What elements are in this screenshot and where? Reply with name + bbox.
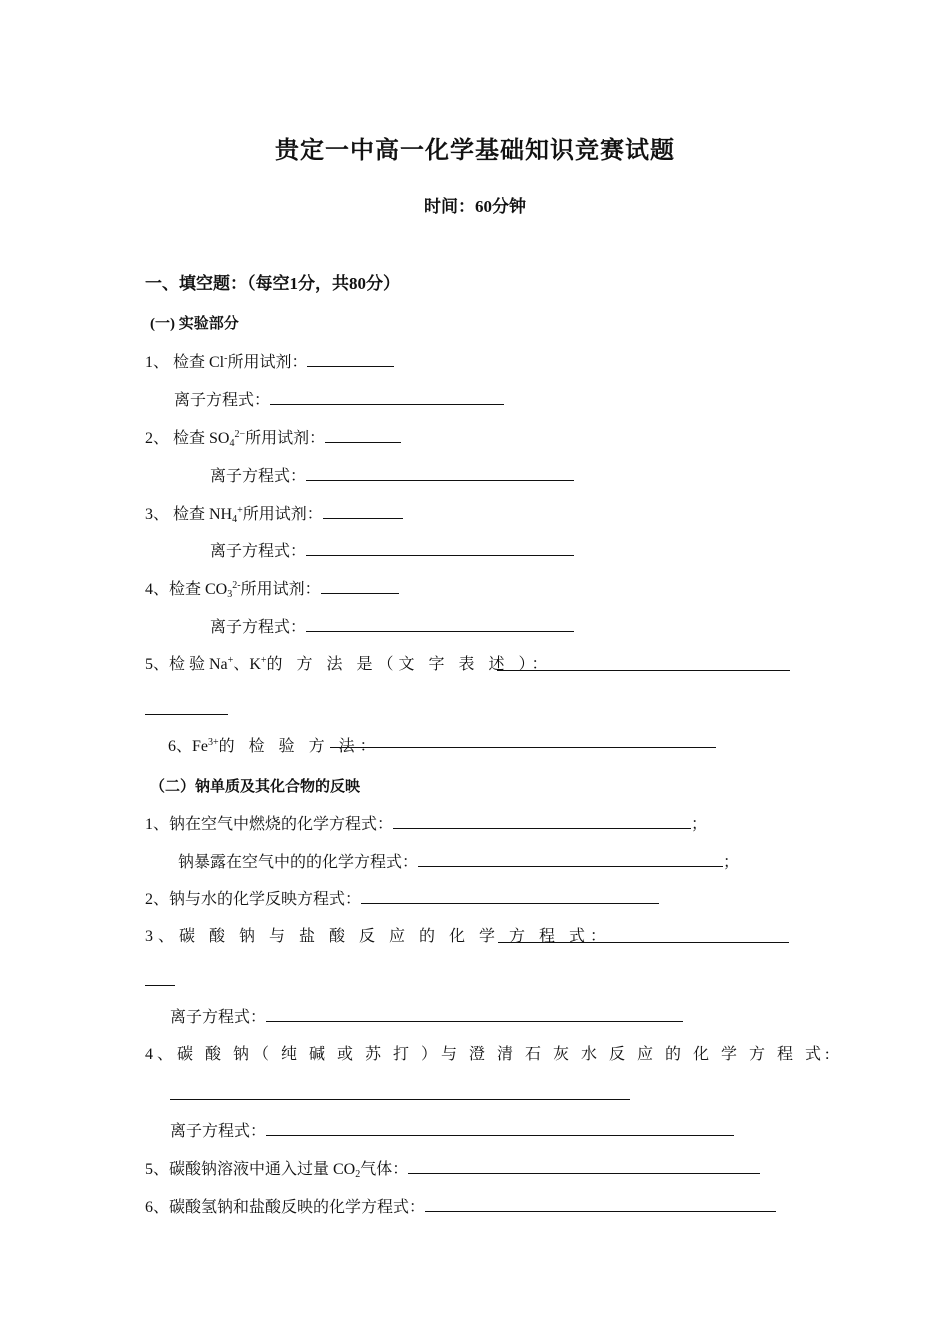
question-text: 5、检 验 Na <box>145 656 228 673</box>
question-4 <box>145 579 399 600</box>
subscript: 4 <box>229 438 235 449</box>
time-limit: 时间：60分钟 <box>424 197 526 216</box>
question-text: 离子方程式： <box>210 468 307 485</box>
question-text: 钠暴露在空气中的的化学方程式： <box>178 854 419 871</box>
answer-blank[interactable] <box>306 466 574 481</box>
question-text: 所用试剂： <box>245 430 326 447</box>
question-1-equation <box>174 390 504 411</box>
answer-blank[interactable] <box>170 1099 630 1100</box>
answer-blank[interactable] <box>306 617 574 632</box>
superscript: + <box>237 505 243 516</box>
part-heading-experiment: (一) 实验部分 <box>150 316 239 332</box>
question-text: 2、钠与水的化学反映方程式： <box>145 891 362 908</box>
superscript: 2- <box>232 580 241 591</box>
answer-blank[interactable] <box>266 1007 683 1022</box>
question-1 <box>145 352 394 373</box>
answer-blank[interactable] <box>425 1197 776 1212</box>
superscript: - <box>224 353 228 364</box>
superscript: + <box>227 655 234 666</box>
question-text: 气体： <box>360 1161 409 1178</box>
subscript: 3 <box>227 589 233 600</box>
question-text: 所用试剂： <box>242 506 323 523</box>
question-text: 所用试剂： <box>227 354 308 371</box>
question-text: 6、Fe <box>168 738 209 755</box>
sodium-question-6 <box>145 1197 776 1218</box>
superscript: + <box>260 655 267 666</box>
question-text: 1、钠在空气中燃烧的化学方程式： <box>145 816 394 833</box>
subscript: 4 <box>232 514 238 525</box>
sodium-question-1 <box>145 814 707 835</box>
question-text: 3、 检查 NH <box>145 506 233 523</box>
question-text: 离子方程式： <box>174 392 271 409</box>
answer-blank[interactable] <box>393 814 691 829</box>
question-2 <box>145 428 401 449</box>
question-5 <box>145 655 553 675</box>
answer-blank[interactable] <box>497 670 790 671</box>
sodium-question-1b <box>178 852 739 873</box>
question-text: 4、碳 酸 钠（ 纯 碱 或 苏 打 ）与 澄 清 石 灰 水 反 应 的 化 学 方 程 式: <box>145 1046 834 1063</box>
answer-blank[interactable] <box>306 541 574 556</box>
sodium-question-3 <box>145 927 611 947</box>
answer-blank[interactable] <box>498 942 789 943</box>
subscript: 2 <box>355 1169 361 1180</box>
question-text: 所用试剂： <box>240 581 321 598</box>
answer-blank-continued[interactable] <box>145 985 175 986</box>
punctuation: ； <box>691 816 708 833</box>
answer-blank[interactable] <box>361 889 659 904</box>
sodium-question-3-equation <box>170 1007 683 1028</box>
answer-blank[interactable] <box>330 747 716 748</box>
question-3 <box>145 504 403 525</box>
question-3-equation <box>210 541 574 562</box>
answer-blank[interactable] <box>270 390 504 405</box>
question-text: 离子方程式： <box>170 1123 267 1140</box>
page-title: 贵定一中高一化学基础知识竞赛试题 <box>275 138 675 164</box>
question-text: 1、 检查 Cl <box>145 354 225 371</box>
question-text: 离子方程式： <box>170 1009 267 1026</box>
superscript: 3+ <box>208 737 219 748</box>
answer-blank[interactable] <box>408 1159 760 1174</box>
answer-blank[interactable] <box>418 852 723 867</box>
sodium-question-5 <box>145 1159 760 1180</box>
superscript: 2− <box>234 429 246 440</box>
question-text: 离子方程式： <box>210 543 307 560</box>
section-heading: 一、填空题：（每空1分，共80分） <box>145 274 400 293</box>
part-heading-sodium: （二）钠单质及其化合物的反映 <box>150 779 361 795</box>
question-text: 6、碳酸氢钠和盐酸反映的化学方程式： <box>145 1199 426 1216</box>
question-text: 4、检查 CO <box>145 581 228 598</box>
question-text: 2、 检查 SO <box>145 430 230 447</box>
answer-blank[interactable] <box>323 504 403 519</box>
question-text: 3、碳 酸 钠 与 盐 酸 反 应 的 化 学 方 程 式： <box>145 928 612 945</box>
punctuation: ； <box>723 854 740 871</box>
question-text: 、K <box>233 656 261 673</box>
answer-blank-continued[interactable] <box>145 714 228 715</box>
answer-blank[interactable] <box>325 428 401 443</box>
question-4-equation <box>210 617 574 638</box>
answer-blank[interactable] <box>321 579 399 594</box>
question-2-equation <box>210 466 574 487</box>
sodium-question-2 <box>145 889 659 910</box>
answer-blank[interactable] <box>266 1121 734 1136</box>
sodium-question-4-equation <box>170 1121 734 1142</box>
sodium-question-4 <box>145 1045 833 1065</box>
answer-blank[interactable] <box>307 352 394 367</box>
question-text: 5、碳酸钠溶液中通入过量 CO <box>145 1161 356 1178</box>
question-text: 的 检 验 方 法： <box>218 738 381 755</box>
question-text: 的 方 法 是（文 字 表 述 ）： <box>266 656 553 673</box>
question-text: 离子方程式： <box>210 619 307 636</box>
